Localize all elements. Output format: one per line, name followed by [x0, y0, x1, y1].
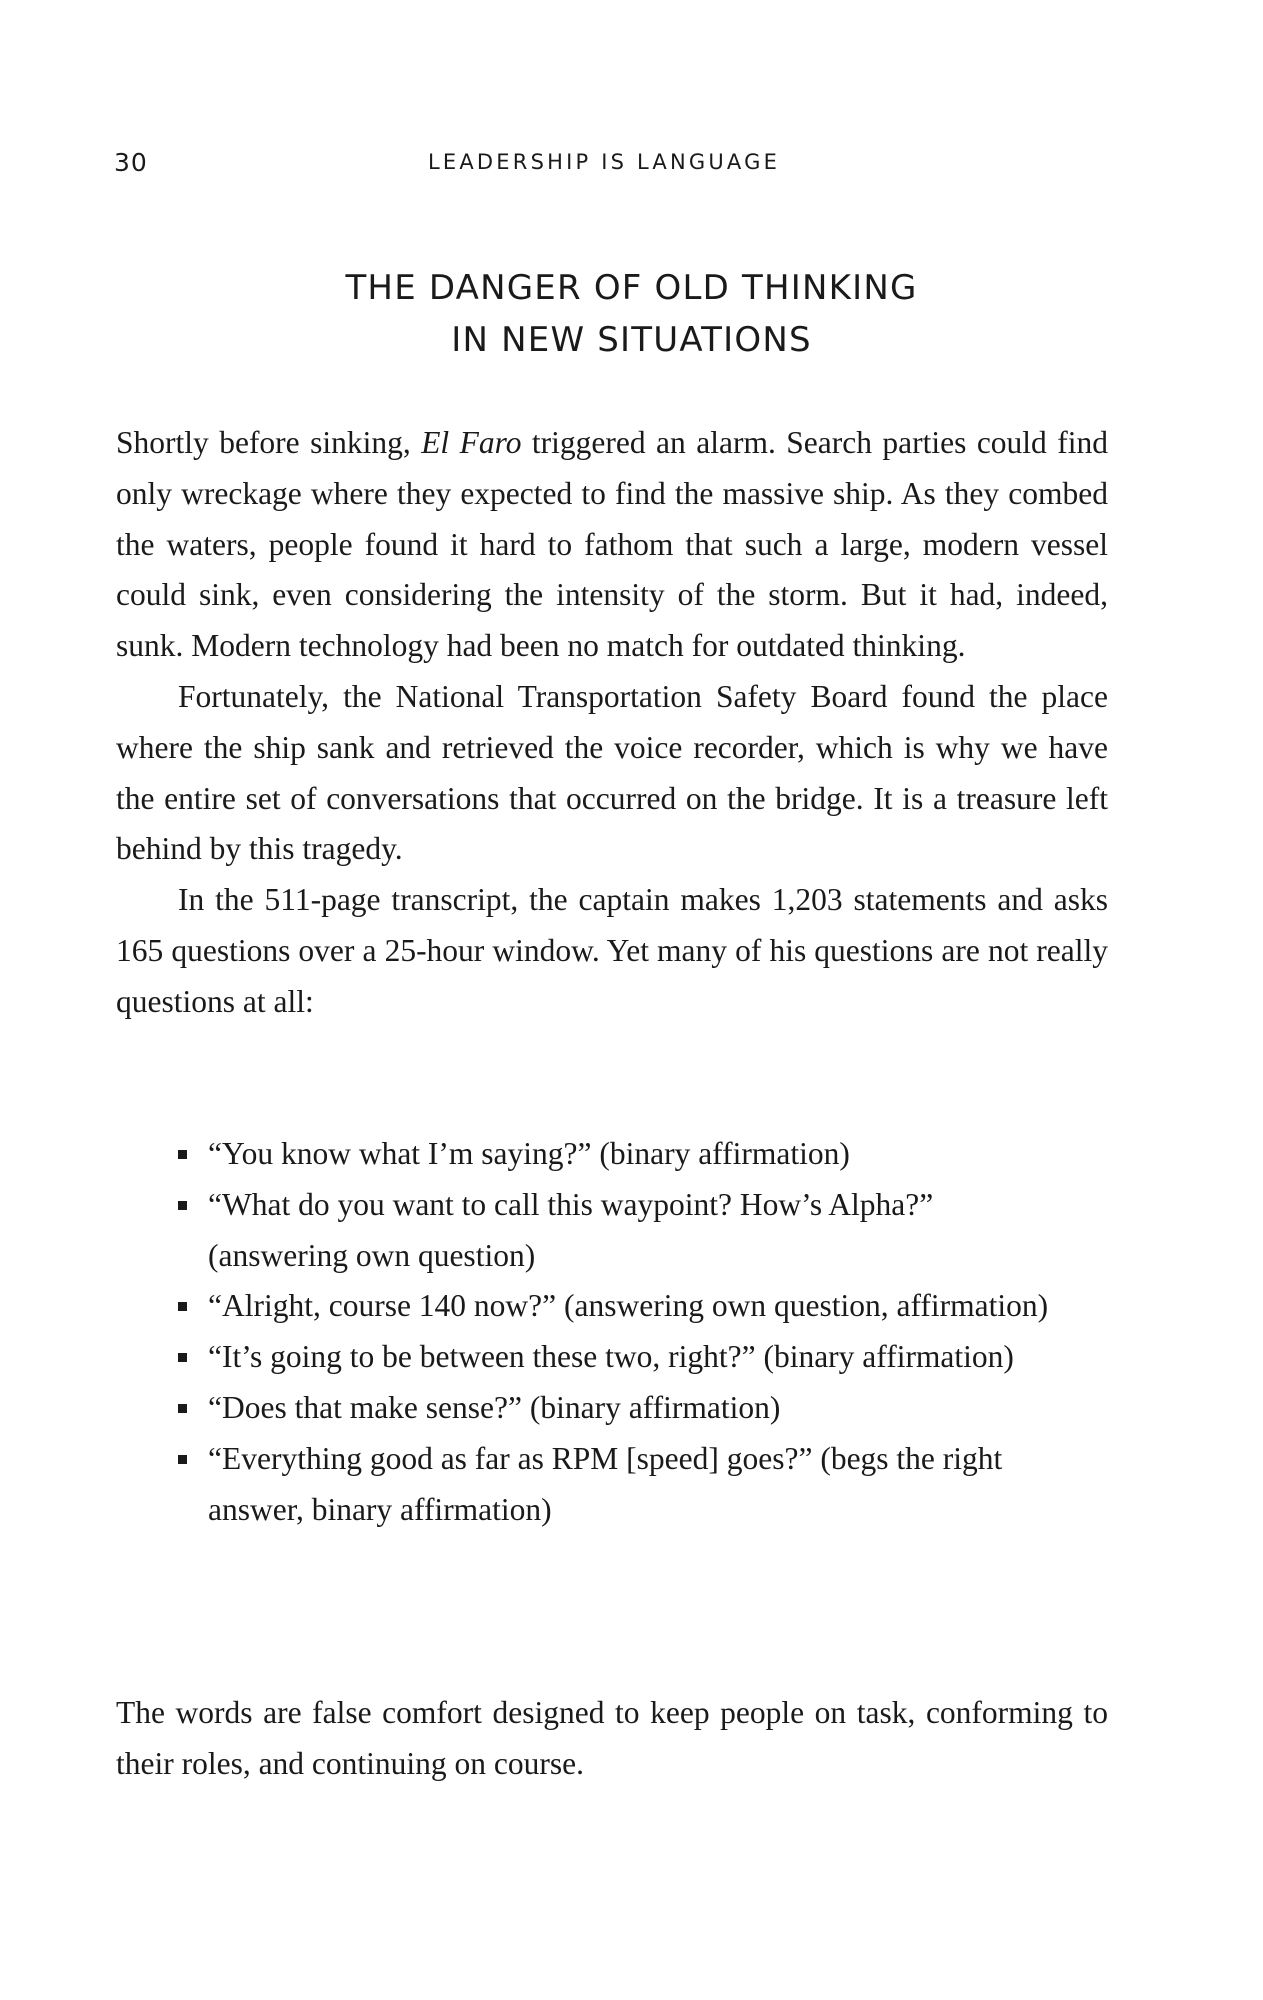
paragraph-1 — [116, 418, 1108, 672]
square-bullet-icon — [178, 1201, 187, 1210]
list-item — [172, 1383, 1060, 1434]
paragraph-1-rest: triggered an alarm. Search parties could find only wreckage where they expected to find the massive ship. As they combed the waters, people found it hard to fathom that such a large, modern vessel could sink, even considering the intensity of the storm. But it had, indeed, sunk. Modern technology had been no match for outdated thinking. — [116, 425, 1108, 664]
paragraph-3: In the 511-page transcript, the captain makes 1,203 statements and asks 165 questions over a 25-hour window. Yet many of his questions are not really questions at all: — [116, 882, 1108, 1019]
list-item — [172, 1332, 1060, 1383]
list-item — [172, 1129, 1060, 1180]
list-item — [172, 1434, 1060, 1536]
quote-text: “What do you want to call this waypoint? How’s Alpha?” (answering own question) — [208, 1186, 934, 1273]
running-head-title: LEADERSHIP IS LANGUAGE — [428, 150, 781, 174]
list-item — [172, 1281, 1060, 1332]
paragraph-4: The words are false comfort designed to keep people on task, conforming to their roles, and continuing on course. — [116, 1695, 1108, 1781]
ship-name: El Faro — [421, 425, 522, 460]
square-bullet-icon — [178, 1302, 187, 1311]
paragraph-1-lead: Shortly before sinking, — [116, 425, 422, 460]
section-heading-line-1: THE DANGER OF OLD THINKING — [345, 268, 918, 308]
quote-text: “You know what I’m saying?” (binary affirmation) — [208, 1136, 850, 1171]
square-bullet-icon — [178, 1404, 187, 1413]
closing-paragraph — [116, 1688, 1108, 1790]
intro-paragraphs — [116, 418, 1108, 1028]
quote-text: “It’s going to be between these two, right?” (binary affirmation) — [208, 1339, 1014, 1375]
captain-questions-list — [172, 1129, 1060, 1535]
section-heading — [0, 262, 1263, 366]
section-heading-line-2: IN NEW SITUATIONS — [451, 320, 812, 360]
quote-text: “Alright, course 140 now?” (answering own question, affirmation) — [208, 1288, 1049, 1324]
square-bullet-icon — [178, 1150, 187, 1159]
paragraph-2: Fortunately, the National Transportation Safety Board found the place where the ship sank and retrieved the voice recorder, which is why we have the entire set of conversations that occurred on the bridge. It is a treasure left behind by this tragedy. — [116, 678, 1108, 867]
square-bullet-icon — [178, 1353, 187, 1362]
running-head — [0, 148, 1263, 188]
list-item — [172, 1180, 1060, 1282]
quote-text: “Does that make sense?” (binary affirmation) — [208, 1389, 781, 1425]
page-number: 30 — [114, 148, 148, 177]
square-bullet-icon — [178, 1455, 187, 1464]
quote-text: “Everything good as far as RPM [speed] goes?” (begs the right answer, binary affirmation) — [208, 1440, 1003, 1527]
